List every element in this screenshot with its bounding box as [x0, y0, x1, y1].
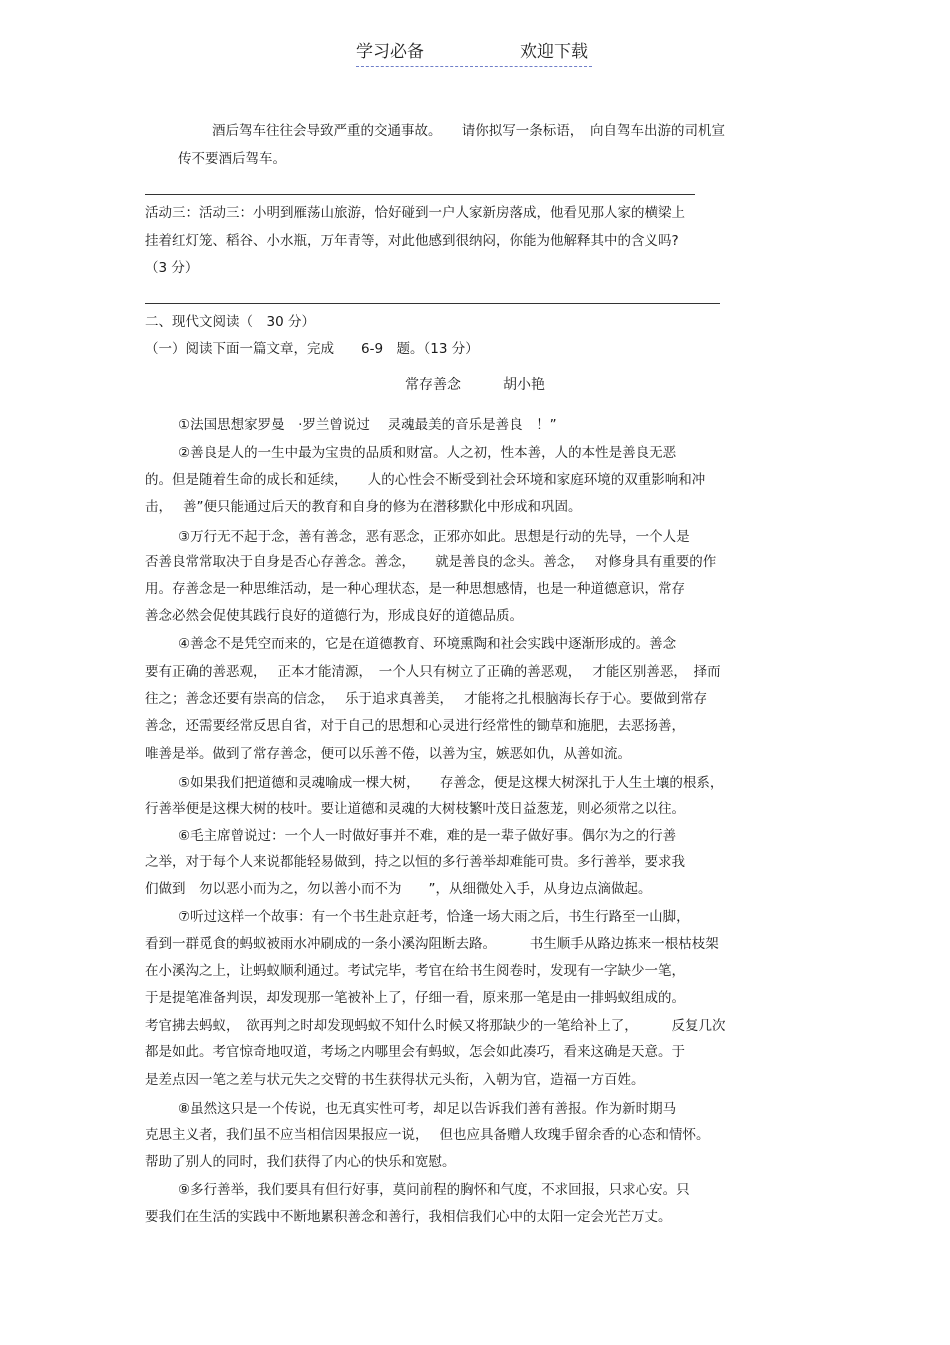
subsection-heading: （一）阅读下面一篇文章，完成 6-9 题。（13 分）	[145, 341, 479, 357]
article-line: ④善念不是凭空而来的，它是在道德教育、环境熏陶和社会实践中逐渐形成的。善念	[178, 636, 677, 652]
section-heading: 二、现代文阅读（ 30 分）	[145, 314, 315, 330]
article-line: 击， 善”便只能通过后天的教育和自身的修为在潜移默化中形成和巩固。	[145, 499, 582, 515]
article-line: 的。但是随着生命的成长和延续， 人的心性会不断受到社会环境和家庭环境的双重影响和冲	[145, 472, 706, 488]
article-line: 否善良常常取决于自身是否心存善念。善念， 就是善良的念头。善念， 对修身具有重要的作	[145, 554, 717, 570]
article-line: 唯善是举。做到了常存善念，便可以乐善不倦，以善为宝，嫉恶如仇，从善如流。	[145, 746, 631, 762]
article-line: ①法国思想家罗曼 ·罗兰曾说过 灵魂最美的音乐是善良 ！”	[178, 417, 557, 433]
activity3-line-2: 挂着红灯笼、稻谷、小水瓶，万年青等，对此他感到很纳闷，你能为他解释其中的含义吗?	[145, 233, 679, 249]
activity3-line-1: 活动三：活动三：小明到雁荡山旅游，恰好碰到一户人家新房落成，他看见那人家的横梁上	[145, 205, 685, 221]
article-line: 往之；善念还要有崇高的信念， 乐于追求真善美， 才能将之扎根脑海长存于心。要做到常存	[145, 691, 708, 707]
header-right-text: 欢迎下载	[520, 42, 588, 62]
article-line: 都是如此。考官惊奇地叹道，考场之内哪里会有蚂蚁，怎会如此凑巧，看来这确是天意。于	[145, 1044, 685, 1060]
article-line: 善念必然会促使其践行良好的道德行为，形成良好的道德品质。	[145, 608, 523, 624]
article-line: ⑥毛主席曾说过：一个人一时做好事并不难，难的是一辈子做好事。偶尔为之的行善	[178, 828, 677, 844]
article-line: ②善良是人的一生中最为宝贵的品质和财富。人之初，性本善，人的本性是善良无恶	[178, 445, 677, 461]
article-line: 在小溪沟之上，让蚂蚁顺利通过。考试完毕，考官在给书生阅卷时，发现有一字缺少一笔，	[145, 963, 685, 979]
article-line: 看到一群觅食的蚂蚁被雨水冲刷成的一条小溪沟阻断去路。 书生顺手从路边拣来一根枯枝架	[145, 936, 719, 952]
slogan-question-line-2: 传不要酒后驾车。	[178, 151, 286, 167]
article-line: ⑨多行善举，我们要具有但行好事，莫问前程的胸怀和气度，不求回报，只求心安。只	[178, 1182, 690, 1198]
article-line: ⑦听过这样一个故事：有一个书生赴京赶考，恰逢一场大雨之后，书生行路至一山脚，	[178, 909, 690, 925]
article-line: 考官拂去蚂蚁， 欲再判之时却发现蚂蚁不知什么时候又将那缺少的一笔给补上了， 反复几次	[145, 1018, 726, 1034]
article-line: 要我们在生活的实践中不断地累积善念和善行，我相信我们心中的太阳一定会光芒万丈。	[145, 1209, 672, 1225]
article-line: 于是提笔准备判误，却发现那一笔被补上了，仔细一看，原来那一笔是由一排蚂蚁组成的。	[145, 990, 685, 1006]
answer-line	[145, 303, 720, 304]
activity3-line-3: （3 分）	[145, 260, 199, 276]
article-line: 们做到 勿以恶小而为之，勿以善小而不为 ”，从细微处入手，从身边点滴做起。	[145, 881, 652, 897]
article-line: ③万行无不起于念，善有善念，恶有恶念，正邪亦如此。思想是行动的先导，一个人是	[178, 529, 690, 545]
article-line: 帮助了别人的同时，我们获得了内心的快乐和宽慰。	[145, 1154, 456, 1170]
article-title: 常存善念 胡小艳	[405, 377, 545, 393]
slogan-question-line-1: 酒后驾车往往会导致严重的交通事故。 请你拟写一条标语， 向自驾车出游的司机宣	[212, 123, 725, 139]
article-line: 之举，对于每个人来说都能轻易做到，持之以恒的多行善举却难能可贵。多行善举，要求我	[145, 854, 685, 870]
page-header	[356, 42, 592, 67]
article-line: ⑧虽然这只是一个传说，也无真实性可考，却足以告诉我们善有善报。作为新时期马	[178, 1101, 677, 1117]
article-line: ⑤如果我们把道德和灵魂喻成一棵大树， 存善念，便是这棵大树深扎于人生土壤的根系，	[178, 775, 724, 791]
article-line: 克思主义者，我们虽不应当相信因果报应一说， 但也应具备赠人玫瑰手留余香的心态和情怀。	[145, 1127, 710, 1143]
header-left-text: 学习必备	[356, 42, 424, 62]
article-line: 用。存善念是一种思维活动，是一种心理状态，是一种思想感情，也是一种道德意识，常存	[145, 581, 685, 597]
article-line: 行善举便是这棵大树的枝叶。要让道德和灵魂的大树枝繁叶茂日益葱茏，则必须常之以往。	[145, 801, 685, 817]
article-line: 善念，还需要经常反思自省，对于自己的思想和心灵进行经常性的锄草和施肥，去恶扬善，	[145, 718, 685, 734]
article-line: 要有正确的善恶观， 正本才能清源， 一个人只有树立了正确的善恶观， 才能区别善恶， 择而	[145, 664, 721, 680]
article-line: 是差点因一笔之差与状元失之交臂的书生获得状元头衔，入朝为官，造福一方百姓。	[145, 1072, 645, 1088]
answer-line	[145, 194, 695, 195]
